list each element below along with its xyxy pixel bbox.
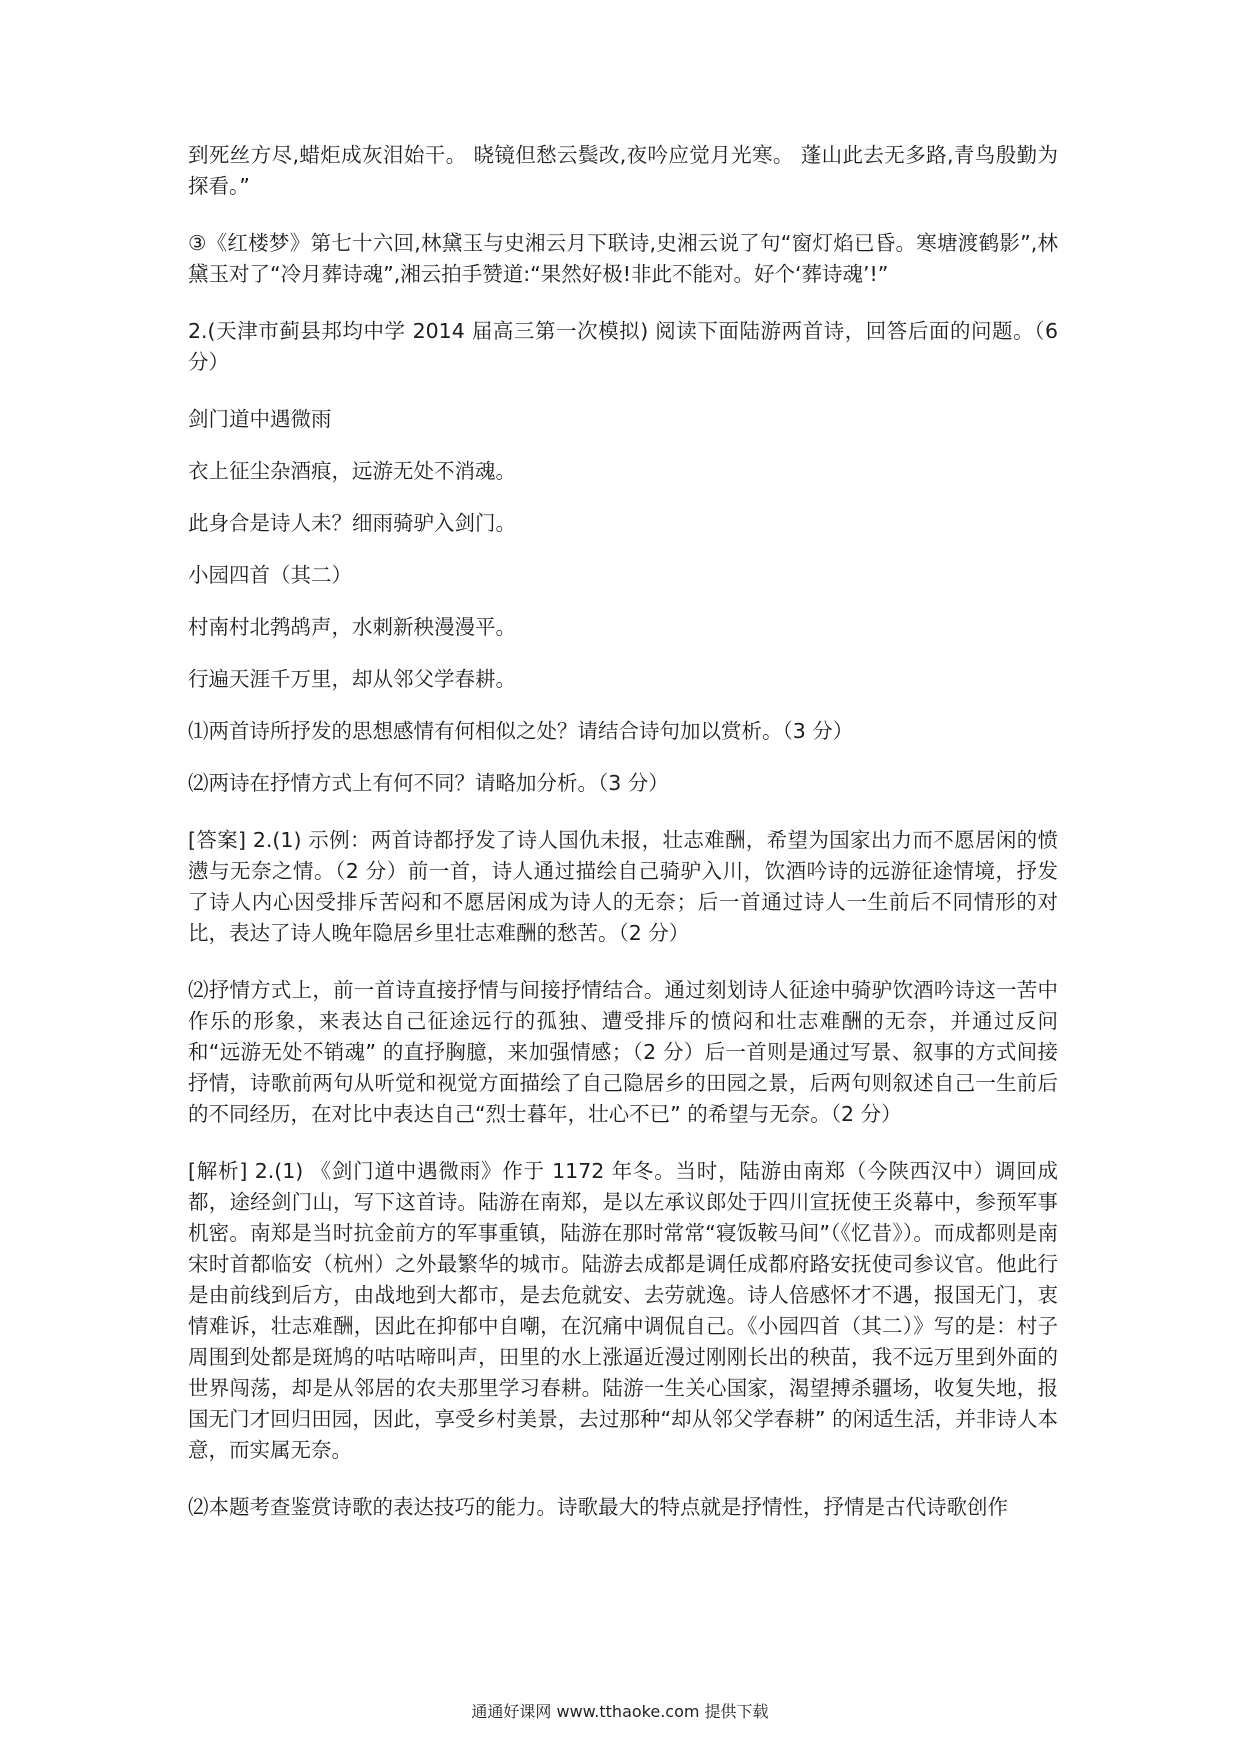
poem-2-line-1: 村南村北鹁鸪声，水刺新秧漫漫平。 xyxy=(188,615,516,639)
poem-1-line-2: 此身合是诗人未？细雨骑驴入剑门。 xyxy=(188,511,516,535)
answer-part-1: [答案] 2.(1) 示例：两首诗都抒发了诗人国仇未报，壮志难酬，希望为国家出力而不愿居闲的愤懑与无奈之情。（2 分）前一首，诗人通过描绘自己骑驴入川，饮酒吟诗的远游征途情境，抒发了诗人内心因受排斥苦闷和不愿居闲成为诗人的无奈；后一首通过诗人一生前后不同情形的对比，表达了诗人晚年隐居乡里壮志难酬的愁苦。（2 分） xyxy=(188,828,1058,945)
poem-2-title: 小园四首（其二） xyxy=(188,563,352,587)
note-3-paragraph: ③《红楼梦》第七十六回,林黛玉与史湘云月下联诗,史湘云说了句“窗灯焰已昏。寒塘渡鹤影”,林黛玉对了“冷月葬诗魂”,湘云拍手赞道:“果然好极!非此不能对。好个‘葬诗魂’!” xyxy=(188,231,1058,286)
answer-part-2: ⑵抒情方式上，前一首诗直接抒情与间接抒情结合。通过刻划诗人征途中骑驴饮酒吟诗这一苦中作乐的形象，来表达自己征途远行的孤独、遭受排斥的愤闷和壮志难酬的无奈，并通过反问和“远游无处不销魂” 的直抒胸臆，来加强情感；（2 分）后一首则是通过写景、叙事的方式间接抒情，诗歌前两句从听觉和视觉方面描绘了自己隐居乡的田园之景，后两句则叙述自己一生前后的不同经历，在对比中表达自己“烈士暮年，壮心不已” 的希望与无奈。（2 分） xyxy=(188,978,1058,1126)
sub-question-2: ⑵两诗在抒情方式上有何不同？请略加分析。（3 分） xyxy=(188,771,669,795)
sub-question-1: ⑴两首诗所抒发的思想感情有何相似之处？请结合诗句加以赏析。（3 分） xyxy=(188,719,854,743)
analysis-part-2: ⑵本题考查鉴赏诗歌的表达技巧的能力。诗歌最大的特点就是抒情性，抒情是古代诗歌创作 xyxy=(188,1495,1008,1519)
question-2-prompt: 2.(天津市蓟县邦均中学 2014 届高三第一次模拟) 阅读下面陆游两首诗，回答后面的问题。（6 分） xyxy=(188,319,1058,374)
analysis-part-1: [解析] 2.(1) 《剑门道中遇微雨》作于 1172 年冬。当时，陆游由南郑（今陕西汉中）调回成都，途经剑门山，写下这首诗。陆游在南郑，是以左承议郎处于四川宣抚使王炎幕中，参预军事机密。南郑是当时抗金前方的军事重镇，陆游在那时常常“寝饭鞍马间”（《忆昔》）。而成都则是南宋时首都临安（杭州）之外最繁华的城市。陆游去成都是调任成都府路安抚使司参议官。他此行是由前线到后方，由战地到大都市，是去危就安、去劳就逸。诗人倍感怀才不遇，报国无门，衷情难诉，壮志难酬，因此在抑郁中自嘲，在沉痛中调侃自己。《小园四首（其二）》写的是：村子周围到处都是斑鸠的咕咕啼叫声，田里的水上涨逼近漫过刚刚长出的秧苗，我不远万里到外面的世界闯荡，却是从邻居的农夫那里学习春耕。陆游一生关心国家，渴望搏杀疆场，收复失地，报国无门才回归田园，因此，享受乡村美景，去过那种“却从邻父学春耕” 的闲适生活，并非诗人本意，而实属无奈。 xyxy=(188,1159,1058,1462)
poem-2-line-2: 行遍天涯千万里，却从邻父学春耕。 xyxy=(188,667,516,691)
poem-continuation-paragraph: 到死丝方尽,蜡炬成灰泪始干。 晓镜但愁云鬓改,夜吟应觉月光寒。 蓬山此去无多路,青鸟殷勤为探看。” xyxy=(188,143,1058,198)
document-body xyxy=(188,140,1058,1523)
poem-1-title: 剑门道中遇微雨 xyxy=(188,407,332,431)
poem-1-line-1: 衣上征尘杂酒痕，远游无处不消魂。 xyxy=(188,459,516,483)
page-footer: 通通好课网 www.tthaoke.com 提供下载 xyxy=(471,1702,769,1721)
